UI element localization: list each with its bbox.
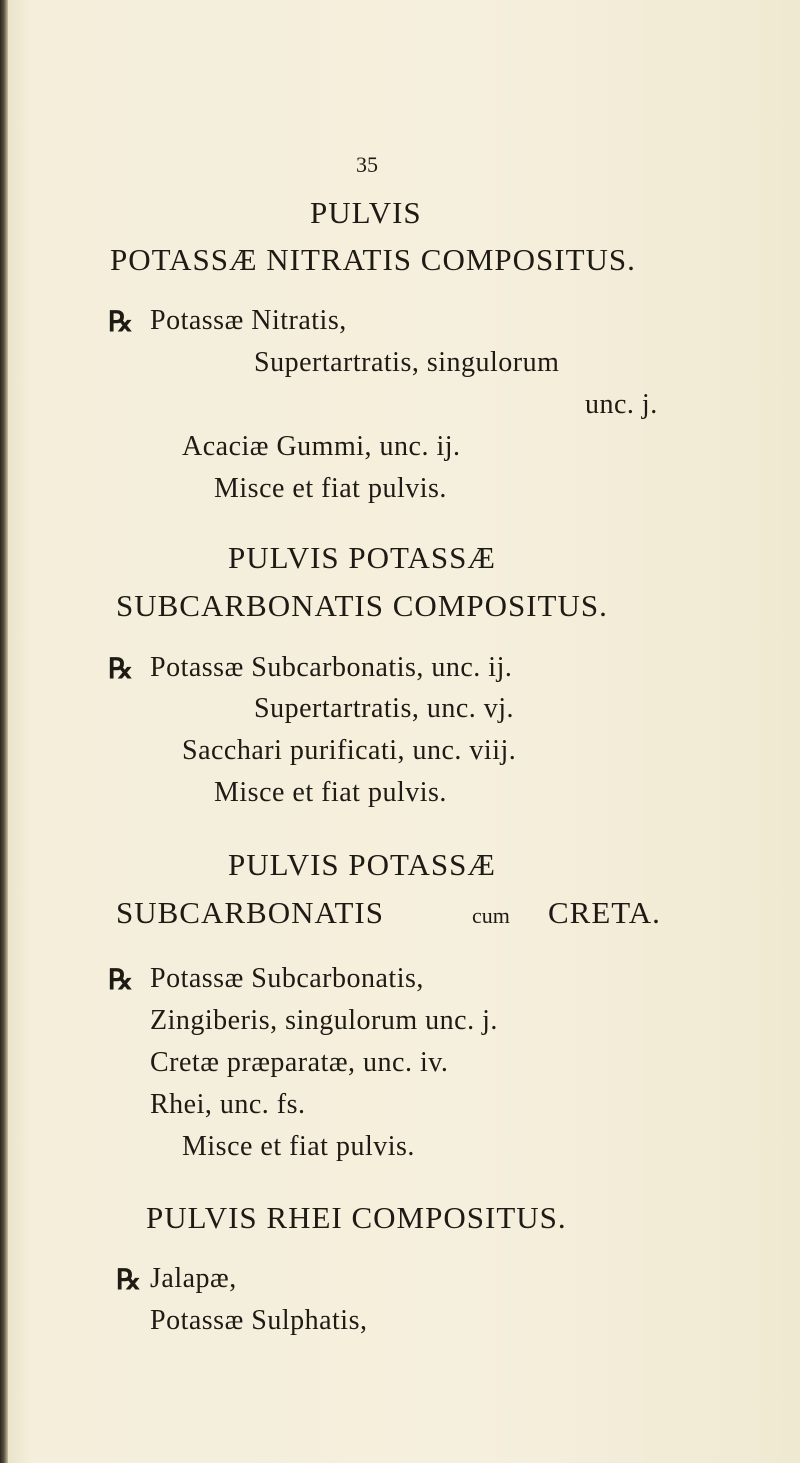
book-gutter (0, 0, 8, 1463)
section-3-title-line-1: PULVIS POTASSÆ (228, 847, 496, 882)
ingredient-line: Acaciæ Gummi, unc. ij. (182, 431, 461, 462)
ingredient-line: Rhei, unc. fs. (150, 1089, 306, 1120)
ingredient-line: Potassæ Nitratis, (150, 305, 347, 336)
ingredient-line: Supertartratis, unc. vj. (254, 693, 515, 724)
ingredient-line: unc. j. (585, 389, 658, 420)
recipe-symbol: ℞ (108, 965, 134, 996)
page-number: 35 (356, 152, 378, 177)
section-3-title-connector: cum (472, 903, 510, 928)
ingredient-line: Sacchari purificati, unc. viij. (182, 735, 517, 766)
section-3-title-line-2c: CRETA. (548, 895, 661, 930)
instruction-line: Misce et fiat pulvis. (214, 777, 447, 808)
section-2-title-line-1: PULVIS POTASSÆ (228, 540, 496, 575)
section-1-title-line-1: PULVIS (310, 195, 422, 230)
ingredient-line: Potassæ Sulphatis, (150, 1305, 368, 1336)
recipe-symbol: ℞ (108, 307, 134, 338)
section-4-title: PULVIS RHEI COMPOSITUS. (146, 1200, 567, 1235)
ingredient-line: Jalapæ, (150, 1263, 237, 1294)
ingredient-line: Zingiberis, singulorum unc. j. (150, 1005, 498, 1036)
recipe-symbol: ℞ (116, 1265, 142, 1296)
ingredient-line: Potassæ Subcarbonatis, unc. ij. (150, 652, 513, 683)
section-2-title-line-2: SUBCARBONATIS COMPOSITUS. (116, 588, 608, 623)
ingredient-line: Potassæ Subcarbonatis, (150, 963, 424, 994)
instruction-line: Misce et fiat pulvis. (214, 473, 447, 504)
section-3-title-line-2a: SUBCARBONATIS (116, 895, 384, 930)
recipe-symbol: ℞ (108, 654, 134, 685)
instruction-line: Misce et fiat pulvis. (182, 1131, 415, 1162)
ingredient-line: Cretæ præparatæ, unc. iv. (150, 1047, 449, 1078)
ingredient-line: Supertartratis, singulorum (254, 347, 560, 378)
section-1-title-line-2: POTASSÆ NITRATIS COMPOSITUS. (110, 242, 636, 277)
